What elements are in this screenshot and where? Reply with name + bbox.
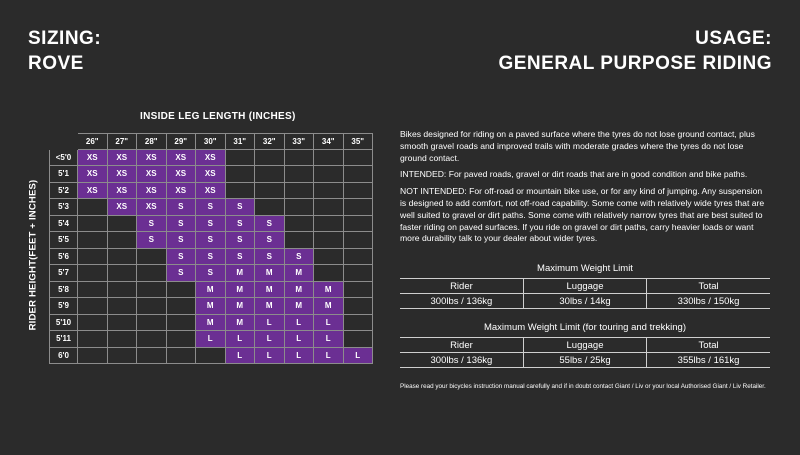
size-cell: XS [78,183,108,200]
empty-cell [137,298,167,315]
weight-limit-table [400,278,770,309]
empty-cell [137,282,167,299]
usage-heading [498,26,772,76]
empty-cell [108,348,138,365]
empty-cell [137,315,167,332]
empty-cell [344,166,374,183]
size-cell: XS [108,183,138,200]
empty-cell [108,265,138,282]
empty-cell [78,348,108,365]
empty-cell [78,315,108,332]
empty-cell [137,348,167,365]
size-cell: S [196,216,226,233]
empty-cell [285,232,315,249]
empty-cell [344,183,374,200]
empty-cell [255,183,285,200]
empty-cell [137,265,167,282]
weight-header-total: Total [647,279,770,294]
empty-cell [314,249,344,266]
size-cell: XS [167,150,197,167]
empty-cell [108,315,138,332]
size-cell: S [255,216,285,233]
size-cell: S [167,265,197,282]
empty-cell [78,265,108,282]
empty-cell [226,150,256,167]
size-cell: L [255,348,285,365]
empty-cell [314,150,344,167]
size-cell: S [226,216,256,233]
height-header: 5'1 [49,166,78,183]
size-cell: M [285,298,315,315]
touring-value-total: 355lbs / 161kg [677,354,740,366]
size-cell: M [255,282,285,299]
size-cell: L [285,315,315,332]
inseam-header: 34" [314,133,344,150]
size-cell: L [314,331,344,348]
usage-not-intended: NOT INTENDED: For off-road or mountain bike use, or for any kind of jumping. Any suspension is designed to add comfort, not off-road capability. Some come with relatively wide tyres that are well suited to gravel or dirt paths. Some come with relatively narrow tyres that are best suited to faster riding on paved surfaces. If you ride on gravel or dirt paths, carry heavier loads or want more durability talk to your dealer about wider tyres. [400,186,765,244]
empty-cell [78,282,108,299]
height-header: <5'0 [49,150,78,167]
empty-cell [285,199,315,216]
empty-cell [108,216,138,233]
empty-cell [344,282,374,299]
size-cell: L [314,315,344,332]
size-cell: M [255,298,285,315]
weight-limit-block [400,263,770,309]
height-header: 5'3 [49,199,78,216]
size-cell: L [226,348,256,365]
empty-cell [78,216,108,233]
empty-cell [344,298,374,315]
empty-cell [167,315,197,332]
empty-cell [137,249,167,266]
weight-value-luggage: 30lbs / 14kg [523,294,646,309]
size-cell: XS [108,166,138,183]
empty-cell [344,249,374,266]
touring-header-rider: Rider [400,338,523,353]
empty-cell [226,166,256,183]
size-cell: L [314,348,344,365]
size-cell: S [137,216,167,233]
size-cell: S [255,232,285,249]
empty-cell [285,150,315,167]
touring-weight-limit-title: Maximum Weight Limit (for touring and trekking) [483,322,687,333]
inseam-header: 26" [78,133,108,150]
size-cell: M [196,282,226,299]
inseam-axis-title: INSIDE LEG LENGTH (INCHES) [140,111,296,122]
size-cell: S [196,265,226,282]
empty-cell [285,166,315,183]
empty-cell [285,216,315,233]
weight-value-total: 330lbs / 150kg [677,295,740,307]
touring-value-rider: 300lbs / 136kg [400,353,523,368]
empty-cell [108,232,138,249]
size-cell: XS [167,183,197,200]
size-cell: S [167,199,197,216]
size-cell: XS [78,150,108,167]
size-cell: S [196,232,226,249]
empty-cell [167,331,197,348]
empty-cell [344,232,374,249]
size-cell: M [314,282,344,299]
height-header: 6'0 [49,348,78,365]
touring-weight-limit-table [400,337,770,368]
height-header: 5'2 [49,183,78,200]
empty-cell [344,216,374,233]
empty-cell [255,199,285,216]
size-cell: M [285,265,315,282]
empty-cell [196,348,226,365]
height-header: 5'7 [49,265,78,282]
inseam-header: 35" [344,133,374,150]
size-cell: M [226,298,256,315]
weight-header-rider: Rider [400,279,523,294]
size-cell: XS [196,166,226,183]
height-header: 5'5 [49,232,78,249]
usage-intro: Bikes designed for riding on a paved surface where the tyres do not lose ground contact, plus smooth gravel roads and improved trails with moderate grades where the tyres do not lose ground contact. [400,129,755,163]
size-cell: S [167,249,197,266]
size-chart-grid [49,133,373,364]
empty-cell [314,265,344,282]
inseam-header: 28" [137,133,167,150]
sizing-label: SIZING: [28,28,102,49]
size-cell: L [285,348,315,365]
size-cell: S [167,216,197,233]
empty-cell [167,298,197,315]
size-cell: S [137,232,167,249]
height-header: 5'11 [49,331,78,348]
empty-cell [314,232,344,249]
usage-type: GENERAL PURPOSE RIDING [498,53,772,74]
inseam-header: 30" [196,133,226,150]
empty-cell [255,166,285,183]
empty-cell [108,298,138,315]
size-cell: XS [137,150,167,167]
size-cell: M [196,298,226,315]
size-cell: M [285,282,315,299]
size-cell: XS [196,183,226,200]
empty-cell [344,150,374,167]
size-cell: L [285,331,315,348]
size-cell: XS [108,199,138,216]
retailer-footnote: Please read your bicycles instruction manual carefully and if in doubt contact Giant / Liv or your local Authorised Giant / Liv Retailer. [400,383,766,390]
empty-cell [314,216,344,233]
empty-cell [314,199,344,216]
usage-description [400,129,770,250]
empty-cell [78,249,108,266]
empty-cell [78,331,108,348]
size-cell: M [226,315,256,332]
size-cell: M [196,315,226,332]
usage-intended: INTENDED: For paved roads, gravel or dirt roads that are in good condition and bike paths. [400,169,748,180]
size-cell: XS [137,166,167,183]
sizing-heading [28,26,101,76]
empty-cell [344,265,374,282]
touring-header-luggage: Luggage [523,338,646,353]
inseam-header: 31" [226,133,256,150]
empty-cell [226,183,256,200]
empty-cell [167,348,197,365]
empty-cell [314,183,344,200]
empty-cell [167,282,197,299]
empty-cell [285,183,315,200]
empty-cell [344,199,374,216]
touring-header-total: Total [647,338,770,353]
size-cell: S [255,249,285,266]
size-cell: XS [167,166,197,183]
size-cell: XS [78,166,108,183]
inseam-header: 33" [285,133,315,150]
usage-label: USAGE: [695,28,772,49]
weight-value-rider: 300lbs / 136kg [400,294,523,309]
size-cell: L [196,331,226,348]
empty-cell [108,331,138,348]
size-cell: XS [108,150,138,167]
size-cell: XS [137,199,167,216]
size-cell: M [226,265,256,282]
empty-cell [78,199,108,216]
height-header: 5'4 [49,216,78,233]
inseam-header: 29" [167,133,197,150]
size-cell: XS [196,150,226,167]
empty-cell [137,331,167,348]
size-cell: XS [137,183,167,200]
height-axis-title: RIDER HEIGHT(FEET + INCHES) [27,179,39,331]
size-cell: L [255,315,285,332]
height-header: 5'8 [49,282,78,299]
size-cell: S [226,199,256,216]
model-name: ROVE [28,53,84,74]
inseam-header: 32" [255,133,285,150]
size-cell: S [196,249,226,266]
size-cell: L [344,348,374,365]
height-header: 5'9 [49,298,78,315]
empty-cell [78,298,108,315]
size-cell: L [226,331,256,348]
size-cell: M [314,298,344,315]
size-cell: S [226,232,256,249]
empty-cell [314,166,344,183]
touring-weight-limit-block [400,322,770,368]
weight-limit-title: Maximum Weight Limit [537,263,633,274]
empty-cell [255,150,285,167]
grid-corner [49,133,78,150]
size-cell: S [285,249,315,266]
size-cell: S [167,232,197,249]
touring-value-luggage: 55lbs / 25kg [523,353,646,368]
weight-header-luggage: Luggage [523,279,646,294]
size-cell: M [255,265,285,282]
empty-cell [108,249,138,266]
empty-cell [344,315,374,332]
empty-cell [344,331,374,348]
height-header: 5'10 [49,315,78,332]
size-cell: S [226,249,256,266]
inseam-header: 27" [108,133,138,150]
size-cell: M [226,282,256,299]
size-cell: L [255,331,285,348]
empty-cell [108,282,138,299]
size-cell: S [196,199,226,216]
height-header: 5'6 [49,249,78,266]
empty-cell [78,232,108,249]
